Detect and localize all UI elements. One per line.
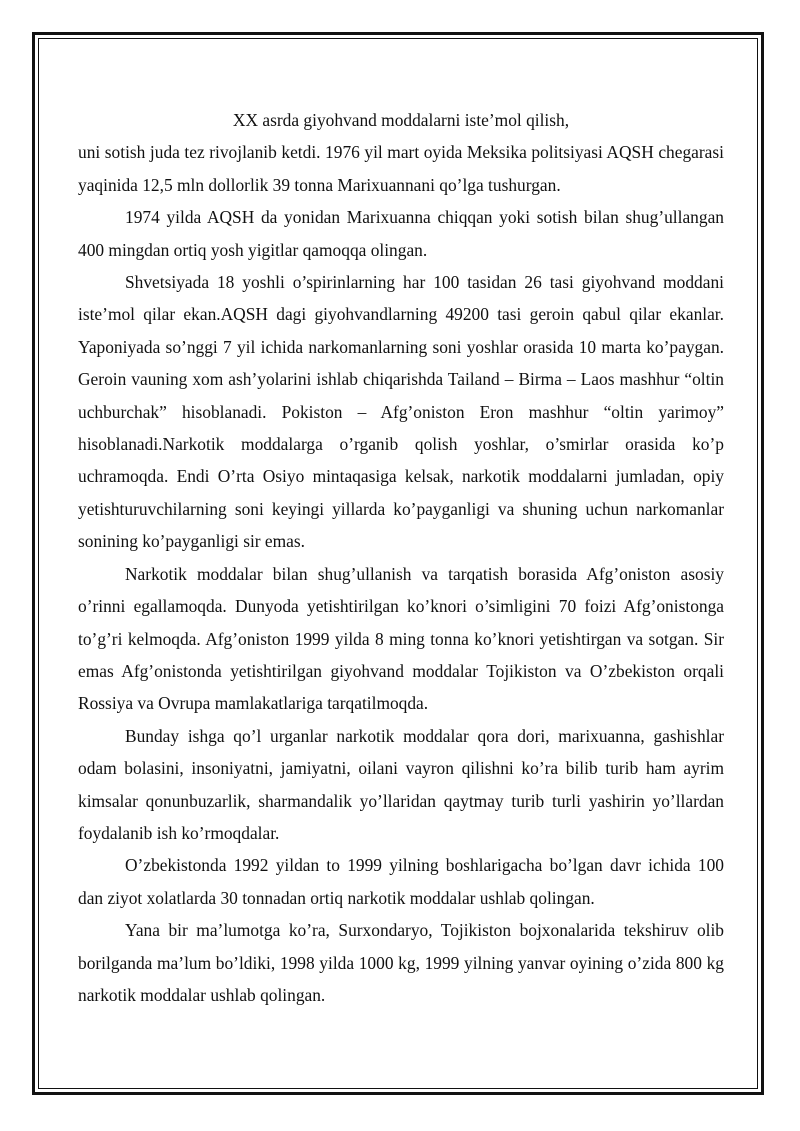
document-body	[78, 104, 724, 1011]
paragraph-1: uni sotish juda tez rivojlanib ketdi. 1976 yil mart oyida Meksika politsiyasi AQSH chegarasi yaqinida 12,5 mln dollorlik 39 tonna Marixuannani qo’lga tushurgan.	[78, 142, 724, 195]
paragraph-6: O’zbekistonda 1992 yildan to 1999 yilning boshlarigacha bo’lgan davr ichida 100 dan ziyot xolatlarda 30 tonnadan ortiq narkotik moddalar ushlab qolingan.	[78, 855, 724, 908]
paragraph-5: Bunday ishga qo’l urganlar narkotik moddalar qora dori, marixuanna, gashishlar odam bolasini, insoniyatni, jamiyatni, oilani vayron qilishni ko’ra bilib turib ham ayrim kimsalar qonunbuzarlik, sharmandalik yo’llaridan qaytmay turib turli yashirin yo’llardan foydalanib ish ko’rmoqdalar.	[78, 725, 724, 843]
paragraph-2: 1974 yilda AQSH da yonidan Marixuanna chiqqan yoki sotish bilan shug’ullangan 400 mingdan ortiq yosh yigitlar qamoqqa olingan.	[78, 207, 724, 260]
paragraph-4: Narkotik moddalar bilan shug’ullanish va tarqatish borasida Afg’oniston asosiy o’rinni egallamoqda. Dunyoda yetishtirilgan ko’knori o’simligini 70 foizi Afg’onistonga to’g’ri kelmoqda. Afg’oniston 1999 yilda 8 ming tonna ko’knori yetishtirgan va sotgan. Sir emas Afg’onistonda yetishtirilgan giyohvand moddalar Tojikiston va O’zbekiston orqali Rossiya va Ovrupa mamlakatlariga tarqatilmoqda.	[78, 563, 724, 714]
paragraph-3: Shvetsiyada 18 yoshli o’spirinlarning har 100 tasidan 26 tasi giyohvand moddani iste’mol qilar ekan.AQSH dagi giyohvandlarning 49200 tasi geroin qabul qilar ekanlar. Yaponiyada so’nggi 7 yil ichida narkomanlarning soni yoshlar orasida 10 marta ko’paygan. Geroin vauning xom ash’yolarini ishlab chiqarishda Tailand – Birma – Laos mashhur “oltin uchburchak” hisoblanadi. Pokiston – Afg’oniston Eron mashhur “oltin yarimoy” hisoblanadi.Narkotik moddalarga o’rganib qolish yoshlar, o’smirlar orasida ko’p uchramoqda. Endi O’rta Osiyo mintaqasiga kelsak, narkotik moddalarni jumladan, opiy yetishturuvchilarning soni keyingi yillarda ko’payganligi va shuning uchun narkomanlar sonining ko’payganligi sir emas.	[78, 272, 724, 552]
heading-line: XX asrda giyohvand moddalarni iste’mol qilish,	[232, 110, 570, 130]
paragraph-7: Yana bir ma’lumotga ko’ra, Surxondaryo, Tojikiston bojxonalarida tekshiruv olib borilganda ma’lum bo’ldiki, 1998 yilda 1000 kg, 1999 yilning yanvar oyining o’zida 800 kg narkotik moddalar ushlab qolingan.	[78, 920, 724, 1005]
